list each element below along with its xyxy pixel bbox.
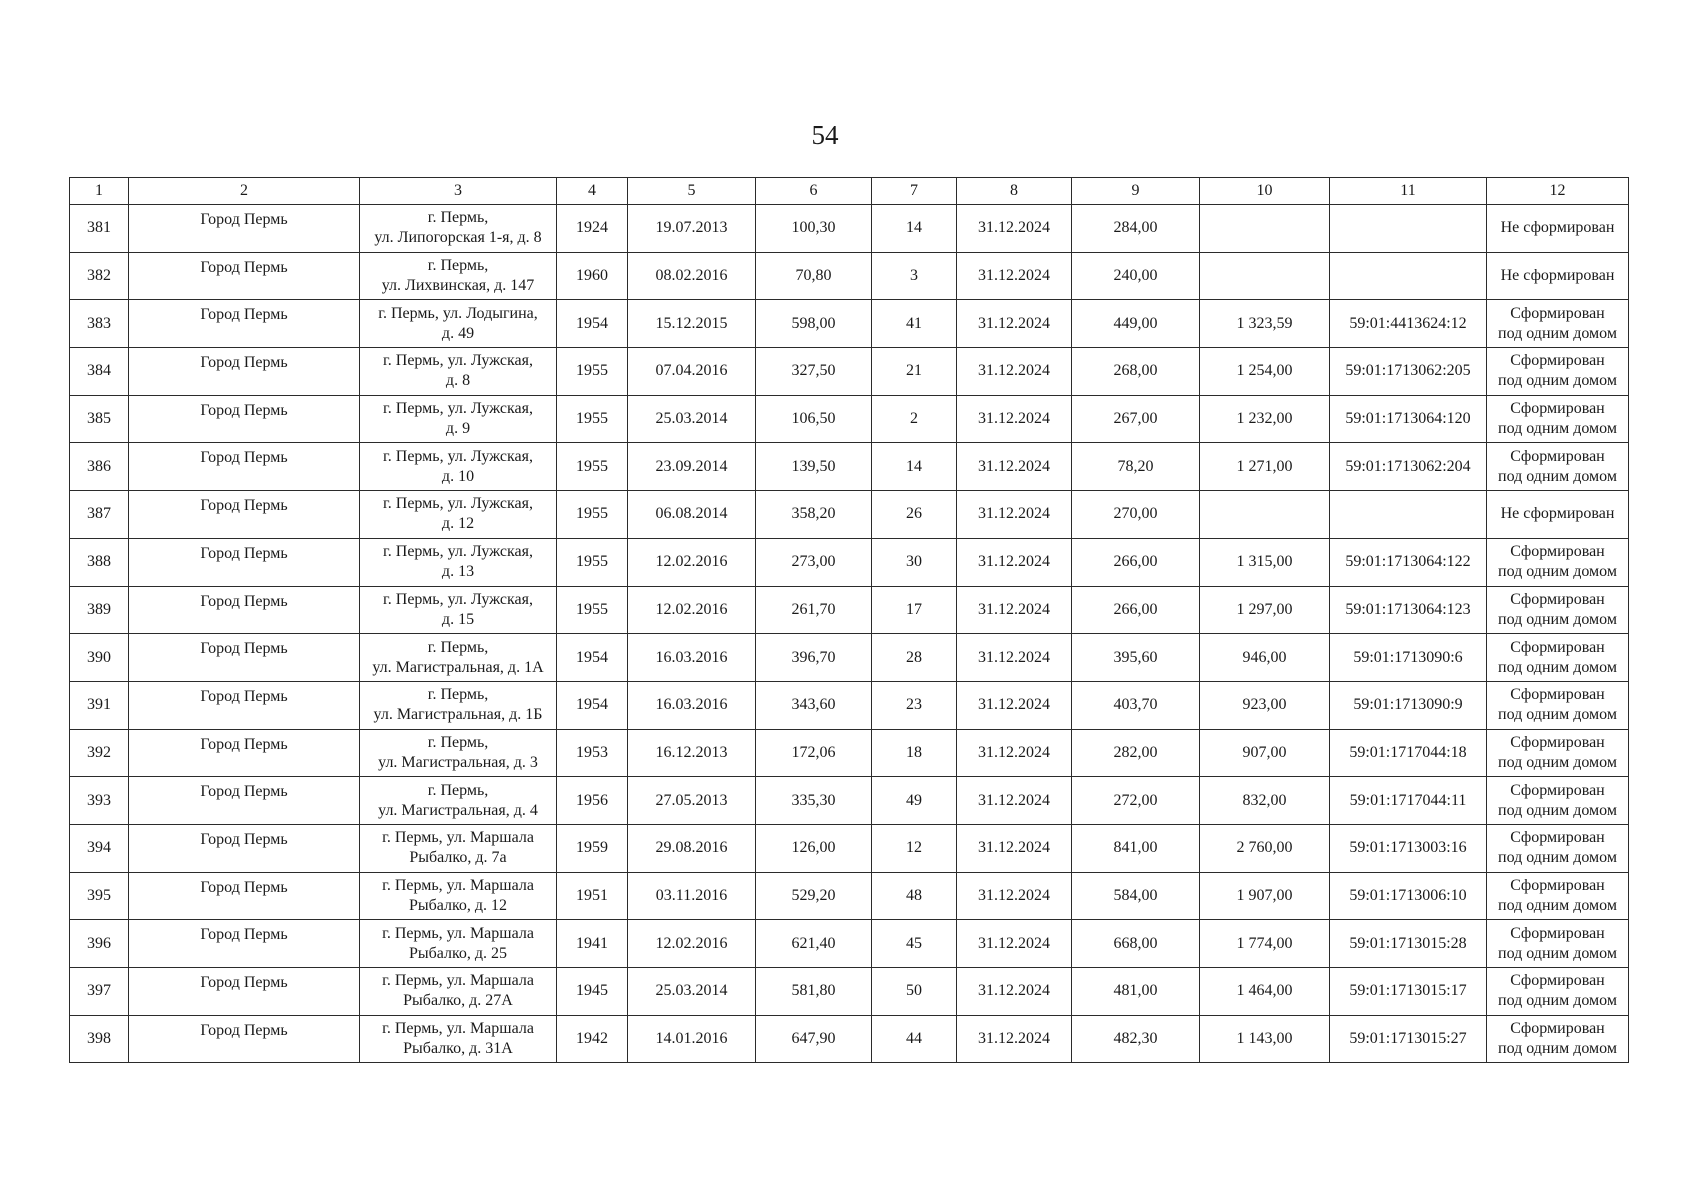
cell-area: 529,20 (756, 872, 872, 920)
cell-municipality: Город Пермь (129, 300, 360, 348)
cell-cadastral-number: 59:01:1713015:27 (1330, 1015, 1487, 1063)
cell-municipality: Город Пермь (129, 634, 360, 682)
cell-land-status: Сформирован под одним домом (1487, 872, 1629, 920)
cell-deadline: 31.12.2024 (957, 252, 1072, 300)
table-row (70, 300, 1629, 348)
cell-survey-date: 25.03.2014 (628, 968, 756, 1016)
cell-residents: 48 (872, 872, 957, 920)
cell-area: 647,90 (756, 1015, 872, 1063)
cell-municipality: Город Пермь (129, 872, 360, 920)
cell-land-area: 923,00 (1200, 681, 1330, 729)
cell-residents: 41 (872, 300, 957, 348)
cell-land-area: 1 464,00 (1200, 968, 1330, 1016)
table-row (70, 252, 1629, 300)
cell-residents: 49 (872, 777, 957, 825)
table-row (70, 872, 1629, 920)
cell-survey-date: 07.04.2016 (628, 348, 756, 396)
cell-land-status: Сформирован под одним домом (1487, 348, 1629, 396)
cell-deadline: 31.12.2024 (957, 729, 1072, 777)
cell-survey-date: 25.03.2014 (628, 395, 756, 443)
cell-residents: 12 (872, 824, 957, 872)
cell-address: г. Пермь, ул. Магистральная, д. 1А (360, 634, 557, 682)
cell-land-status: Не сформирован (1487, 205, 1629, 253)
header-row (70, 178, 1629, 205)
table-row (70, 968, 1629, 1016)
cell-deadline: 31.12.2024 (957, 872, 1072, 920)
cell-municipality: Город Пермь (129, 348, 360, 396)
cell-address: г. Пермь, ул. Липогорская 1-я, д. 8 (360, 205, 557, 253)
cell-row-number: 397 (70, 968, 129, 1016)
cell-address: г. Пермь, ул. Лужская, д. 9 (360, 395, 557, 443)
cell-deadline: 31.12.2024 (957, 1015, 1072, 1063)
cell-row-number: 390 (70, 634, 129, 682)
cell-address: г. Пермь, ул. Лужская, д. 15 (360, 586, 557, 634)
cell-area: 261,70 (756, 586, 872, 634)
cell-area: 139,50 (756, 443, 872, 491)
cell-year-built: 1941 (557, 920, 628, 968)
cell-survey-date: 16.12.2013 (628, 729, 756, 777)
cell-land-status: Сформирован под одним домом (1487, 395, 1629, 443)
column-header-4: 4 (557, 178, 628, 205)
cell-land-status: Сформирован под одним домом (1487, 634, 1629, 682)
table-row (70, 1015, 1629, 1063)
cell-row-number: 395 (70, 872, 129, 920)
cell-land-area: 1 232,00 (1200, 395, 1330, 443)
cell-cadastral-number: 59:01:1713064:123 (1330, 586, 1487, 634)
cell-municipality: Город Пермь (129, 777, 360, 825)
cell-survey-date: 08.02.2016 (628, 252, 756, 300)
cell-row-number: 393 (70, 777, 129, 825)
cell-land-area (1200, 491, 1330, 539)
cell-land-status: Сформирован под одним домом (1487, 443, 1629, 491)
cell-area: 598,00 (756, 300, 872, 348)
cell-land-status: Сформирован под одним домом (1487, 920, 1629, 968)
cell-year-built: 1951 (557, 872, 628, 920)
cell-year-built: 1955 (557, 538, 628, 586)
table-row (70, 443, 1629, 491)
cell-residents: 50 (872, 968, 957, 1016)
cell-row-number: 384 (70, 348, 129, 396)
cell-deadline: 31.12.2024 (957, 300, 1072, 348)
cell-residents: 18 (872, 729, 957, 777)
cell-cost: 481,00 (1072, 968, 1200, 1016)
cell-municipality: Город Пермь (129, 920, 360, 968)
cell-land-area: 2 760,00 (1200, 824, 1330, 872)
cell-year-built: 1955 (557, 348, 628, 396)
cell-residents: 28 (872, 634, 957, 682)
cell-cadastral-number: 59:01:1713064:120 (1330, 395, 1487, 443)
cell-address: г. Пермь, ул. Маршала Рыбалко, д. 27А (360, 968, 557, 1016)
cell-deadline: 31.12.2024 (957, 538, 1072, 586)
cell-cadastral-number: 59:01:1713064:122 (1330, 538, 1487, 586)
cell-cost: 266,00 (1072, 586, 1200, 634)
cell-deadline: 31.12.2024 (957, 395, 1072, 443)
cell-land-area: 1 297,00 (1200, 586, 1330, 634)
cell-municipality: Город Пермь (129, 729, 360, 777)
cell-land-status: Сформирован под одним домом (1487, 300, 1629, 348)
column-header-7: 7 (872, 178, 957, 205)
cell-land-area: 1 315,00 (1200, 538, 1330, 586)
cell-address: г. Пермь, ул. Лодыгина, д. 49 (360, 300, 557, 348)
cell-municipality: Город Пермь (129, 443, 360, 491)
cell-land-status: Сформирован под одним домом (1487, 777, 1629, 825)
cell-address: г. Пермь, ул. Лужская, д. 10 (360, 443, 557, 491)
cell-row-number: 383 (70, 300, 129, 348)
cell-survey-date: 19.07.2013 (628, 205, 756, 253)
cell-cost: 272,00 (1072, 777, 1200, 825)
cell-land-area: 1 254,00 (1200, 348, 1330, 396)
cell-area: 327,50 (756, 348, 872, 396)
column-header-5: 5 (628, 178, 756, 205)
cell-cost: 240,00 (1072, 252, 1200, 300)
cell-land-status: Сформирован под одним домом (1487, 681, 1629, 729)
cell-year-built: 1955 (557, 491, 628, 539)
cell-survey-date: 12.02.2016 (628, 586, 756, 634)
cell-year-built: 1956 (557, 777, 628, 825)
cell-address: г. Пермь, ул. Маршала Рыбалко, д. 25 (360, 920, 557, 968)
cell-land-area (1200, 205, 1330, 253)
cell-cadastral-number (1330, 491, 1487, 539)
cell-cost: 282,00 (1072, 729, 1200, 777)
table-row (70, 348, 1629, 396)
cell-land-area: 1 271,00 (1200, 443, 1330, 491)
table-row (70, 681, 1629, 729)
cell-municipality: Город Пермь (129, 681, 360, 729)
cell-year-built: 1924 (557, 205, 628, 253)
cell-cadastral-number: 59:01:1713015:17 (1330, 968, 1487, 1016)
column-header-1: 1 (70, 178, 129, 205)
cell-cost: 267,00 (1072, 395, 1200, 443)
cell-residents: 21 (872, 348, 957, 396)
cell-area: 273,00 (756, 538, 872, 586)
cell-address: г. Пермь, ул. Маршала Рыбалко, д. 31А (360, 1015, 557, 1063)
cell-year-built: 1955 (557, 586, 628, 634)
cell-area: 100,30 (756, 205, 872, 253)
cell-cadastral-number: 59:01:1713090:6 (1330, 634, 1487, 682)
cell-cost: 268,00 (1072, 348, 1200, 396)
cell-municipality: Город Пермь (129, 968, 360, 1016)
cell-row-number: 385 (70, 395, 129, 443)
cell-land-area: 1 774,00 (1200, 920, 1330, 968)
cell-survey-date: 15.12.2015 (628, 300, 756, 348)
table-row (70, 586, 1629, 634)
cell-area: 621,40 (756, 920, 872, 968)
cell-cadastral-number: 59:01:1713015:28 (1330, 920, 1487, 968)
cell-address: г. Пермь, ул. Магистральная, д. 1Б (360, 681, 557, 729)
cell-area: 172,06 (756, 729, 872, 777)
cell-residents: 2 (872, 395, 957, 443)
cell-deadline: 31.12.2024 (957, 777, 1072, 825)
cell-cadastral-number: 59:01:1717044:18 (1330, 729, 1487, 777)
cell-row-number: 382 (70, 252, 129, 300)
cell-land-area: 832,00 (1200, 777, 1330, 825)
cell-cost: 78,20 (1072, 443, 1200, 491)
cell-address: г. Пермь, ул. Лужская, д. 8 (360, 348, 557, 396)
cell-land-status: Не сформирован (1487, 491, 1629, 539)
cell-municipality: Город Пермь (129, 538, 360, 586)
cell-cost: 668,00 (1072, 920, 1200, 968)
cell-area: 343,60 (756, 681, 872, 729)
cell-survey-date: 14.01.2016 (628, 1015, 756, 1063)
table-row (70, 824, 1629, 872)
cell-land-status: Сформирован под одним домом (1487, 1015, 1629, 1063)
column-header-9: 9 (1072, 178, 1200, 205)
cell-address: г. Пермь, ул. Лихвинская, д. 147 (360, 252, 557, 300)
cell-row-number: 392 (70, 729, 129, 777)
cell-deadline: 31.12.2024 (957, 205, 1072, 253)
cell-row-number: 386 (70, 443, 129, 491)
cell-row-number: 396 (70, 920, 129, 968)
table-row (70, 777, 1629, 825)
cell-cadastral-number: 59:01:1713062:204 (1330, 443, 1487, 491)
cell-address: г. Пермь, ул. Маршала Рыбалко, д. 7а (360, 824, 557, 872)
cell-survey-date: 23.09.2014 (628, 443, 756, 491)
cell-residents: 30 (872, 538, 957, 586)
cell-residents: 23 (872, 681, 957, 729)
cell-land-area: 1 323,59 (1200, 300, 1330, 348)
cell-year-built: 1955 (557, 443, 628, 491)
cell-deadline: 31.12.2024 (957, 443, 1072, 491)
cell-year-built: 1960 (557, 252, 628, 300)
cell-row-number: 389 (70, 586, 129, 634)
cell-cost: 584,00 (1072, 872, 1200, 920)
cell-cadastral-number: 59:01:4413624:12 (1330, 300, 1487, 348)
cell-municipality: Город Пермь (129, 586, 360, 634)
column-header-12: 12 (1487, 178, 1629, 205)
cell-year-built: 1942 (557, 1015, 628, 1063)
cell-deadline: 31.12.2024 (957, 824, 1072, 872)
cell-deadline: 31.12.2024 (957, 348, 1072, 396)
column-header-3: 3 (360, 178, 557, 205)
cell-cost: 841,00 (1072, 824, 1200, 872)
cell-row-number: 391 (70, 681, 129, 729)
cell-residents: 44 (872, 1015, 957, 1063)
cell-survey-date: 12.02.2016 (628, 538, 756, 586)
cell-year-built: 1945 (557, 968, 628, 1016)
cell-cost: 395,60 (1072, 634, 1200, 682)
cell-deadline: 31.12.2024 (957, 920, 1072, 968)
cell-survey-date: 12.02.2016 (628, 920, 756, 968)
cell-municipality: Город Пермь (129, 491, 360, 539)
cell-address: г. Пермь, ул. Магистральная, д. 4 (360, 777, 557, 825)
table-row (70, 205, 1629, 253)
cell-residents: 14 (872, 443, 957, 491)
cell-land-status: Сформирован под одним домом (1487, 538, 1629, 586)
cell-year-built: 1954 (557, 300, 628, 348)
cell-area: 335,30 (756, 777, 872, 825)
cell-cost: 266,00 (1072, 538, 1200, 586)
column-header-10: 10 (1200, 178, 1330, 205)
page-number: 54 (811, 120, 839, 150)
cell-area: 70,80 (756, 252, 872, 300)
cell-area: 358,20 (756, 491, 872, 539)
cell-residents: 17 (872, 586, 957, 634)
column-header-11: 11 (1330, 178, 1487, 205)
cell-row-number: 394 (70, 824, 129, 872)
cell-deadline: 31.12.2024 (957, 586, 1072, 634)
cell-municipality: Город Пермь (129, 824, 360, 872)
cell-year-built: 1954 (557, 681, 628, 729)
table-row (70, 729, 1629, 777)
cell-address: г. Пермь, ул. Маршала Рыбалко, д. 12 (360, 872, 557, 920)
cell-land-area (1200, 252, 1330, 300)
cell-cadastral-number: 59:01:1713062:205 (1330, 348, 1487, 396)
cell-survey-date: 27.05.2013 (628, 777, 756, 825)
cell-municipality: Город Пермь (129, 252, 360, 300)
cell-cadastral-number (1330, 252, 1487, 300)
table-row (70, 920, 1629, 968)
cell-cadastral-number: 59:01:1713003:16 (1330, 824, 1487, 872)
cell-deadline: 31.12.2024 (957, 968, 1072, 1016)
cell-row-number: 398 (70, 1015, 129, 1063)
cell-address: г. Пермь, ул. Лужская, д. 13 (360, 538, 557, 586)
cell-deadline: 31.12.2024 (957, 634, 1072, 682)
column-header-2: 2 (129, 178, 360, 205)
cell-residents: 26 (872, 491, 957, 539)
table-row (70, 395, 1629, 443)
column-header-8: 8 (957, 178, 1072, 205)
cell-residents: 3 (872, 252, 957, 300)
column-header-6: 6 (756, 178, 872, 205)
cell-area: 126,00 (756, 824, 872, 872)
cell-land-status: Сформирован под одним домом (1487, 729, 1629, 777)
cell-survey-date: 06.08.2014 (628, 491, 756, 539)
cell-survey-date: 29.08.2016 (628, 824, 756, 872)
cell-land-status: Сформирован под одним домом (1487, 968, 1629, 1016)
cell-area: 396,70 (756, 634, 872, 682)
cell-row-number: 388 (70, 538, 129, 586)
cell-cost: 482,30 (1072, 1015, 1200, 1063)
cell-land-status: Сформирован под одним домом (1487, 586, 1629, 634)
cell-municipality: Город Пермь (129, 1015, 360, 1063)
cell-survey-date: 03.11.2016 (628, 872, 756, 920)
cell-address: г. Пермь, ул. Магистральная, д. 3 (360, 729, 557, 777)
table-row (70, 634, 1629, 682)
cell-year-built: 1959 (557, 824, 628, 872)
cell-cost: 449,00 (1072, 300, 1200, 348)
cell-area: 581,80 (756, 968, 872, 1016)
registry-table (69, 177, 1629, 1063)
cell-residents: 14 (872, 205, 957, 253)
cell-cadastral-number: 59:01:1717044:11 (1330, 777, 1487, 825)
cell-year-built: 1953 (557, 729, 628, 777)
cell-year-built: 1954 (557, 634, 628, 682)
table-row (70, 538, 1629, 586)
cell-row-number: 387 (70, 491, 129, 539)
cell-municipality: Город Пермь (129, 205, 360, 253)
cell-cadastral-number: 59:01:1713090:9 (1330, 681, 1487, 729)
cell-land-area: 907,00 (1200, 729, 1330, 777)
table-row (70, 491, 1629, 539)
cell-address: г. Пермь, ул. Лужская, д. 12 (360, 491, 557, 539)
cell-row-number: 381 (70, 205, 129, 253)
cell-residents: 45 (872, 920, 957, 968)
cell-survey-date: 16.03.2016 (628, 634, 756, 682)
cell-deadline: 31.12.2024 (957, 681, 1072, 729)
cell-land-status: Сформирован под одним домом (1487, 824, 1629, 872)
cell-land-area: 1 143,00 (1200, 1015, 1330, 1063)
cell-cost: 403,70 (1072, 681, 1200, 729)
cell-land-status: Не сформирован (1487, 252, 1629, 300)
cell-land-area: 1 907,00 (1200, 872, 1330, 920)
cell-area: 106,50 (756, 395, 872, 443)
cell-year-built: 1955 (557, 395, 628, 443)
cell-cost: 270,00 (1072, 491, 1200, 539)
cell-land-area: 946,00 (1200, 634, 1330, 682)
cell-cadastral-number: 59:01:1713006:10 (1330, 872, 1487, 920)
cell-survey-date: 16.03.2016 (628, 681, 756, 729)
cell-cadastral-number (1330, 205, 1487, 253)
cell-municipality: Город Пермь (129, 395, 360, 443)
cell-cost: 284,00 (1072, 205, 1200, 253)
cell-deadline: 31.12.2024 (957, 491, 1072, 539)
